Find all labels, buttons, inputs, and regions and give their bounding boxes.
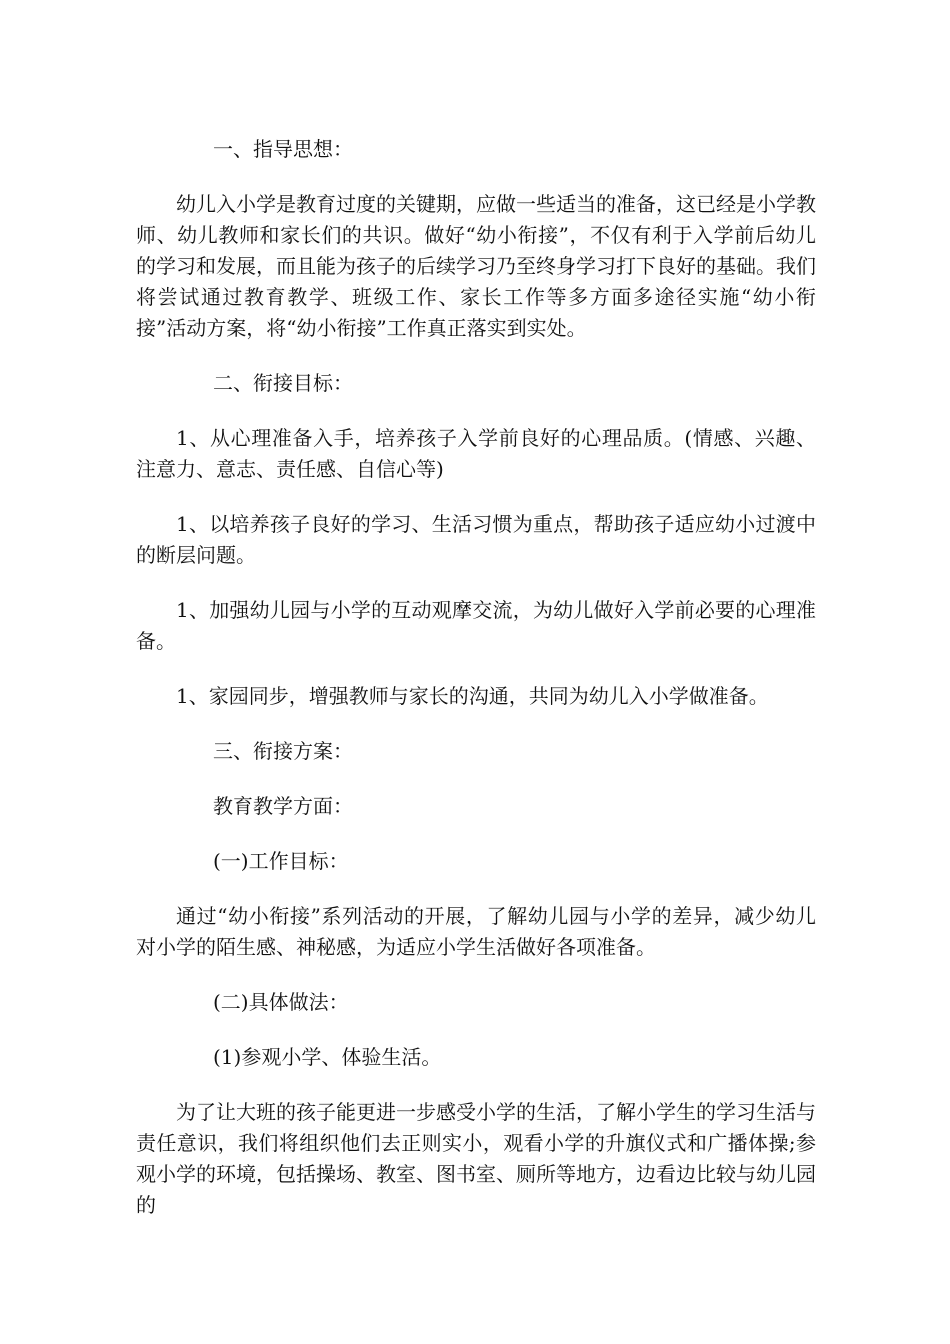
section-heading-guiding-thought: 一、指导思想： (213, 137, 353, 161)
section-heading-goals: 二、衔接目标： (213, 371, 353, 395)
goal-item-home-school: 1、家园同步，增强教师与家长的沟通，共同为幼儿入小学做准备。 (176, 684, 769, 708)
paragraph-guiding-thought: 幼儿入小学是教育过度的关键期，应做一些适当的准备，这已经是小学教师、幼儿教师和家长们的共识。做好“幼小衔接”，不仅有利于入学前后幼儿的学习和发展，而且能为孩子的后续学习乃至终身学习打下良好的基础。我们将尝试通过教育教学、班级工作、家长工作等多方面多途径实施“幼小衔接”活动方案，将“幼小衔接”工作真正落实到实处。 (136, 192, 816, 340)
document-body (136, 134, 816, 1245)
subheading-methods: (二)具体做法： (213, 990, 349, 1014)
section-heading-plan: 三、衔接方案： (213, 739, 353, 763)
subheading-visit-school: (1)参观小学、体验生活。 (213, 1045, 442, 1069)
paragraph-visit-school: 为了让大班的孩子能更进一步感受小学的生活，了解小学生的学习生活与责任意识，我们将组织他们去正则实小，观看小学的升旗仪式和广播体操;参观小学的环境，包括操场、教室、图书室、厕所等地方，边看边比较与幼儿园的 (136, 1100, 816, 1217)
goal-item-interaction: 1、加强幼儿园与小学的互动观摩交流，为幼儿做好入学前必要的心理准备。 (136, 598, 816, 653)
paragraph-work-goal: 通过“幼小衔接”系列活动的开展，了解幼儿园与小学的差异，减少幼儿对小学的陌生感、神秘感，为适应小学生活做好各项准备。 (136, 904, 816, 959)
subheading-teaching: 教育教学方面： (213, 794, 353, 818)
goal-item-habits: 1、以培养孩子良好的学习、生活习惯为重点，帮助孩子适应幼小过渡中的断层问题。 (136, 512, 816, 567)
subheading-work-goal: (一)工作目标： (213, 849, 349, 873)
goal-item-psychology: 1、从心理准备入手，培养孩子入学前良好的心理品质。(情感、兴趣、注意力、意志、责任感、自信心等) (136, 426, 816, 481)
